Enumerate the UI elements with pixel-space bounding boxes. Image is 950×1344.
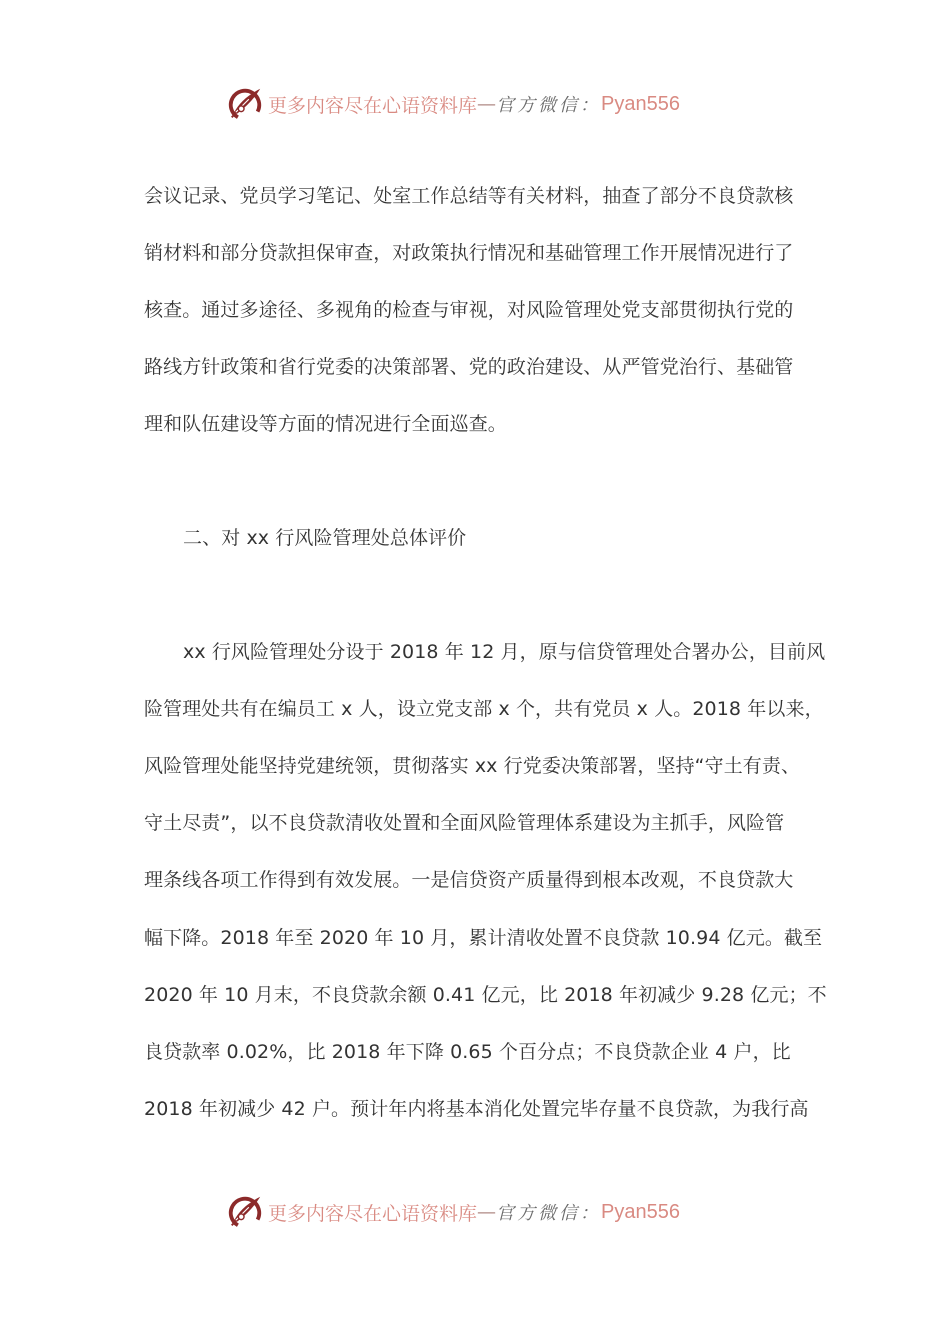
paragraph-line: 2018 年初减少 42 户。预计年内将基本消化处置完毕存量不良贷款，为我行高 — [144, 1098, 809, 1120]
paragraph-line: 路线方针政策和省行党委的决策部署、党的政治建设、从严管党治行、基础管 — [144, 356, 794, 378]
promo-text: 更多内容尽在心语资料库 — [268, 94, 478, 117]
promo-text: 更多内容尽在心语资料库 — [268, 1202, 478, 1225]
paragraph-line: 核查。通过多途径、多视角的检查与审视，对风险管理处党支部贯彻执行党的 — [144, 299, 794, 321]
paragraph-line: 2020 年 10 月末，不良贷款余额 0.41 亿元，比 2018 年初减少 9.28 亿元；不 — [144, 984, 827, 1006]
banner-dash: — — [477, 1201, 497, 1223]
quill-pen-logo-icon — [226, 1193, 264, 1231]
paragraph-line: 险管理处共有在编员工 x 人，设立党支部 x 个，共有党员 x 人。2018 年以来， — [144, 698, 824, 720]
paragraph-line: 理条线各项工作得到有效发展。一是信贷资产质量得到根本改观，不良贷款大 — [144, 869, 794, 891]
paragraph-line: 幅下降。2018 年至 2020 年 10 月，累计清收处置不良贷款 10.94 亿元。截至 — [144, 927, 823, 949]
paragraph-line: 会议记录、党员学习笔记、处室工作总结等有关材料，抽查了部分不良贷款核 — [144, 185, 794, 207]
official-wechat-label: 官方微信： — [496, 95, 602, 116]
paragraph-line: 守土尽责”，以不良贷款清收处置和全面风险管理体系建设为主抓手，风险管 — [144, 812, 785, 834]
paragraph-line: xx 行风险管理处分设于 2018 年 12 月，原与信贷管理处合署办公，目前风 — [183, 641, 826, 663]
wechat-id: Pyan556 — [601, 92, 680, 115]
paragraph-line: 良贷款率 0.02%，比 2018 年下降 0.65 个百分点；不良贷款企业 4 户，比 — [144, 1041, 791, 1063]
paragraph-line: 销材料和部分贷款担保审查，对政策执行情况和基础管理工作开展情况进行了 — [144, 242, 794, 264]
paragraph-line: 理和队伍建设等方面的情况进行全面巡查。 — [144, 413, 507, 435]
official-wechat-label: 官方微信： — [496, 1203, 602, 1224]
quill-pen-logo-icon — [226, 85, 264, 123]
wechat-id: Pyan556 — [601, 1200, 680, 1223]
footer-watermark-banner — [226, 1190, 726, 1234]
paragraph-line: 风险管理处能坚持党建统领，贯彻落实 xx 行党委决策部署，坚持“守土有责、 — [144, 755, 801, 777]
header-watermark-banner — [226, 82, 726, 126]
banner-dash: — — [477, 93, 497, 115]
section-heading: 二、对 xx 行风险管理处总体评价 — [183, 527, 467, 549]
